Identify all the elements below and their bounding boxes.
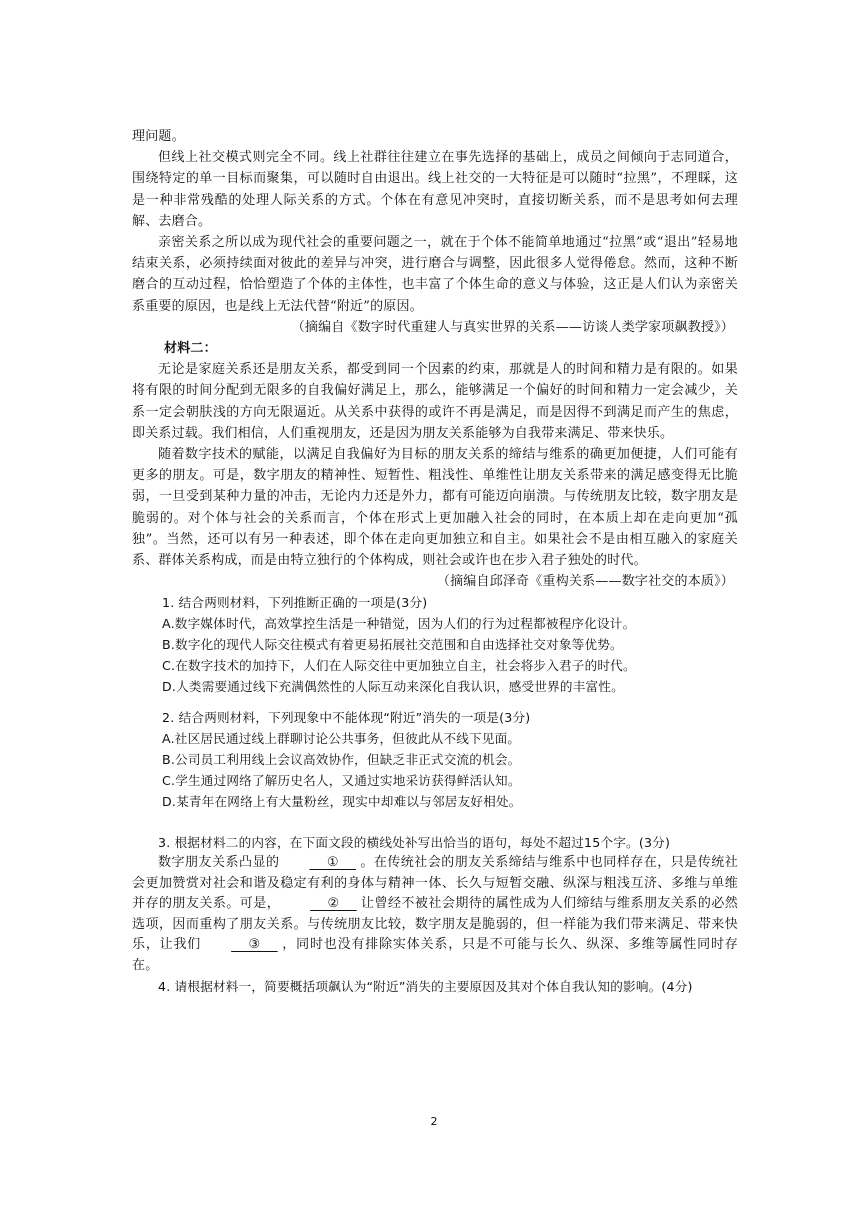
page-content — [132, 126, 738, 997]
question-3 — [132, 832, 738, 975]
material1-paragraph-1: 但线上社交模式则完全不同。线上社群往往建立在事先选择的基础上，成员之间倾向于志同道合，围绕特定的单一目标而聚集，可以随时自由退出。线上社交的一大特征是可以随时“拉黑”，不理睬，这是一种非常残酷的处理人际关系的方式。个体在有意见冲突时，直接切断关系，而不是思考如何去理解、去磨合。 — [132, 150, 738, 229]
material1-lead-line: 理问题。 — [132, 129, 185, 144]
question-1-option-d: D.人类需要通过线下充满偶然性的人际互动来深化自我认识，感受世界的丰富性。 — [162, 679, 624, 695]
question-2-option-d: D.某青年在网络上有大量粉丝，现实中却难以与邻居友好相处。 — [162, 794, 522, 810]
question-2 — [132, 707, 738, 812]
question-2-title: 2. 结合两则材料，下列现象中不能体现“附近”消失的一项是(3分) — [162, 710, 531, 726]
spacer — [132, 697, 738, 707]
question-1-option-a: A.数字媒体时代，高效掌控生活是一种错觉，因为人们的行为过程都被程序化设计。 — [162, 616, 636, 632]
question-3-passage — [132, 853, 738, 975]
question-2-option-c: C.学生通过网络了解历史名人，又通过实地采访获得鲜活认知。 — [162, 773, 521, 789]
question-1-title: 1. 结合两则材料，下列推断正确的一项是(3分) — [162, 595, 428, 611]
question-1-option-b: B.数字化的现代人际交往模式有着更易拓展社交范围和自由选择社交对象等优势。 — [162, 637, 623, 653]
page-number: 2 — [430, 1115, 438, 1128]
question-3-blank-2[interactable]: ② — [310, 896, 357, 912]
question-3-blank-3[interactable]: ③ — [231, 937, 278, 953]
material2-source: （摘编自邱泽奇《重构关系——数字社交的本质》） — [436, 574, 734, 590]
material2-heading: 材料二： — [164, 341, 217, 357]
question-2-option-a: A.社区居民通过线上群聊讨论公共事务，但彼此从不线下见面。 — [162, 731, 521, 747]
question-3-text-c: 让曾经不被社会期待的属性成为人们缔结与维系朋友关系的必然选项，因而重构了朋友关系。与传统朋友比较，数字朋友是脆弱的，但一样能为我们带来满足、带来快乐，让我们 — [132, 896, 738, 953]
material1-paragraph-2: 亲密关系之所以成为现代社会的重要问题之一，就在于个体不能简单地通过“拉黑”或“退出”轻易地结束关系，必须持续面对彼此的差异与冲突，进行磨合与调整，因此很多人觉得倦怠。然而，这种不断磨合的互动过程，恰恰塑造了个体的主体性，也丰富了个体生命的意义与体验，这正是人们认为亲密关系重要的原因，也是线上无法代替“附近”的原因。 — [132, 235, 738, 314]
question-1 — [132, 592, 738, 697]
material1-source: （摘编自《数字时代重建人与真实世界的关系——访谈人类学家项飙教授》） — [291, 319, 734, 335]
question-3-text-b: 。在传统社会的朋友关系缔结与维系中也同样存在，只是传统社会更加赞赏对社会和谐及稳定有利的身体与精神一体、长久与短暂交融、纵深与粗浅互济、多维与单维并存的朋友关系。可是， — [132, 855, 738, 912]
question-3-text-d: ，同时也没有排除实体关系，只是不可能与长久、纵深、多维等属性同时存在。 — [132, 937, 738, 973]
question-1-option-c: C.在数字技术的加持下，人们在人际交往中更加独立自主，社会将步入君子的时代。 — [162, 658, 636, 674]
spacer — [132, 812, 738, 832]
question-3-text-a: 数字朋友关系凸显的 — [158, 855, 280, 871]
question-2-option-b: B.公司员工利用线上会议高效协作，但缺乏非正式交流的机会。 — [162, 752, 521, 768]
question-4 — [132, 976, 738, 997]
question-4-title: 4. 请根据材料一，简要概括项飙认为“附近”消失的主要原因及其对个体自我认知的影响。(4分) — [158, 978, 693, 994]
material2-paragraph-2: 随着数字技术的赋能，以满足自我偏好为目标的朋友关系的缔结与维系的确更加便捷，人们可能有更多的朋友。可是，数字朋友的精神性、短暂性、粗浅性、单维性让朋友关系带来的满足感变得无比脆弱，一旦受到某种力量的冲击，无论内力还是外力，都有可能迈向崩溃。与传统朋友比较，数字朋友是脆弱的。对个体与社会的关系而言，个体在形式上更加融入社会的同时，在本质上却在走向更加“孤独”。当然，还可以有另一种表述，即个体在走向更加独立和自主。如果社会不是由相互融入的家庭关系、群体关系构成，而是由特立独行的个体构成，则社会或许也在步入君子独处的时代。 — [132, 447, 738, 569]
material2-paragraph-1: 无论是家庭关系还是朋友关系，都受到同一个因素的约束，那就是人的时间和精力是有限的。如果将有限的时间分配到无限多的自我偏好满足上，那么，能够满足一个偏好的时间和精力一定会减少，关系一定会朝肤浅的方向无限逼近。从关系中获得的或许不再是满足，而是因得不到满足而产生的焦虑，即关系过载。我们相信，人们重视朋友，还是因为朋友关系能够为自我带来满足、带来快乐。 — [132, 362, 738, 441]
question-3-title: 3. 根据材料二的内容，在下面文段的横线处补写出恰当的语句，每处不超过15个字。(3分) — [158, 835, 671, 851]
question-3-blank-1[interactable]: ① — [309, 855, 357, 871]
